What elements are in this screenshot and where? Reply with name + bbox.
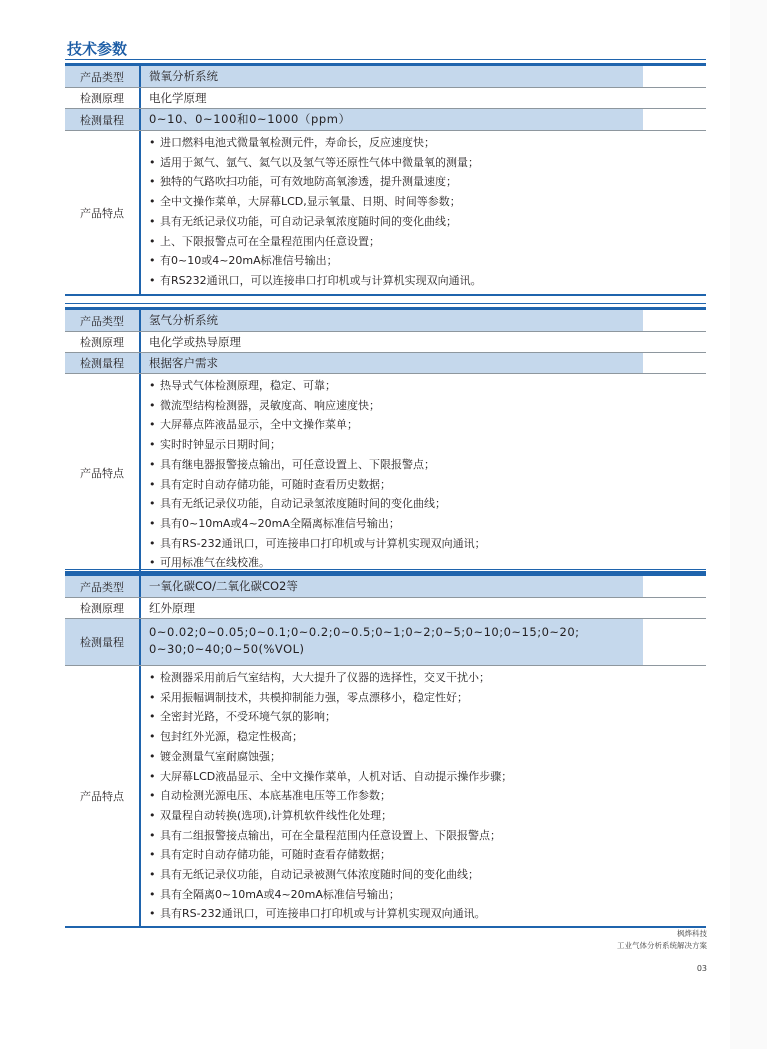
spec-table-hydrogen <box>65 307 706 573</box>
row-label: 检测量程 <box>65 109 139 130</box>
row-value: 一氧化碳CO/二氧化碳CO2等 <box>149 579 298 593</box>
row-features <box>65 374 706 573</box>
row-label: 检测原理 <box>80 602 124 615</box>
list-item: • 上、下限报警点可在全量程范围内任意设置； <box>149 232 706 252</box>
list-item: • 具有无纸记录仪功能，自动记录被测气体浓度随时间的变化曲线； <box>149 865 706 885</box>
row-value: 微氧分析系统 <box>149 69 218 83</box>
row-value: 0~10、0~100和0~1000（ppm） <box>149 112 351 126</box>
list-item: • 具有RS-232通讯口，可连接串口打印机或与计算机实现双向通讯； <box>149 534 706 554</box>
row-label: 检测原理 <box>80 92 124 105</box>
row-label: 检测原理 <box>80 336 124 349</box>
range-line: 0~30;0~40;0~50(%VOL) <box>149 642 305 656</box>
list-item: • 独特的气路吹扫功能，可有效地防高氧渗透，提升测量速度； <box>149 172 706 192</box>
list-item: • 有RS232通讯口，可以连接串口打印机或与计算机实现双向通讯。 <box>149 271 706 291</box>
list-item: • 热导式气体检测原理，稳定、可靠； <box>149 376 706 396</box>
list-item: • 镀金测量气室耐腐蚀强； <box>149 747 706 767</box>
feature-list <box>149 666 706 924</box>
footer-company: 枫烨科技 <box>677 929 707 938</box>
footer-subtitle: 工业气体分析系统解决方案 <box>617 941 707 950</box>
list-item: • 全密封光路，不受环境气氛的影响； <box>149 707 706 727</box>
list-item: • 双量程自动转换(选项),计算机软件线性化处理； <box>149 806 706 826</box>
row-principle <box>65 598 706 619</box>
list-item: • 检测器采用前后气室结构，大大提升了仪器的选择性，交叉干扰小； <box>149 668 706 688</box>
row-product-type <box>65 66 706 88</box>
list-item: • 具有全隔离0~10mA或4~20mA标准信号输出； <box>149 885 706 905</box>
list-item: • 采用振幅调制技术，共模抑制能力强，零点漂移小，稳定性好； <box>149 688 706 708</box>
row-range <box>65 619 706 666</box>
row-label: 检测量程 <box>65 619 139 665</box>
list-item: • 具有定时自动存储功能，可随时查看存储数据； <box>149 845 706 865</box>
row-value: 电化学或热导原理 <box>149 334 241 349</box>
row-label: 产品特点 <box>80 790 124 803</box>
feature-list <box>149 374 706 573</box>
row-product-type <box>65 576 706 598</box>
row-label: 产品特点 <box>80 466 124 480</box>
list-item: • 微流型结构检测器，灵敏度高、响应速度快； <box>149 396 706 416</box>
list-item: • 具有继电器报警接点输出，可任意设置上、下限报警点； <box>149 455 706 475</box>
row-value: 红外原理 <box>149 600 195 615</box>
row-label: 产品特点 <box>80 206 124 220</box>
row-range <box>65 353 706 374</box>
row-label: 检测量程 <box>65 353 139 373</box>
list-item: • 包封红外光源，稳定性极高； <box>149 727 706 747</box>
row-product-type <box>65 310 706 332</box>
range-line: 0~0.02;0~0.05;0~0.1;0~0.2;0~0.5;0~1;0~2;0~5;0~10;0~15;0~20; <box>149 625 580 639</box>
list-item: • 实时时钟显示日期时间； <box>149 435 706 455</box>
list-item: • 适用于氮气、氩气、氦气以及氢气等还原性气体中微量氧的测量； <box>149 153 706 173</box>
row-label: 产品类型 <box>65 66 139 87</box>
list-item: • 大屏幕点阵液晶显示，全中文操作菜单； <box>149 415 706 435</box>
list-item: • 可用标准气在线校准。 <box>149 553 706 573</box>
feature-list <box>149 131 706 291</box>
list-item: • 具有定时自动存储功能，可随时查看历史数据； <box>149 475 706 495</box>
list-item: • 具有0~10mA或4~20mA全隔离标准信号输出； <box>149 514 706 534</box>
footer <box>617 928 707 952</box>
spec-table-micro-oxygen <box>65 63 706 296</box>
list-item: • 全中文操作菜单，大屏幕LCD,显示氧量、日期、时间等参数； <box>149 192 706 212</box>
row-principle <box>65 332 706 353</box>
row-features <box>65 666 706 928</box>
row-principle <box>65 88 706 109</box>
list-item: • 具有无纸记录仪功能，可自动记录氧浓度随时间的变化曲线； <box>149 212 706 232</box>
page-title: 技术参数 <box>67 40 128 58</box>
row-range <box>65 109 706 131</box>
list-item: • 具有RS-232通讯口，可连接串口打印机或与计算机实现双向通讯。 <box>149 904 706 924</box>
list-item: • 具有无纸记录仪功能，自动记录氢浓度随时间的变化曲线； <box>149 494 706 514</box>
list-item: • 大屏幕LCD液晶显示、全中文操作菜单，人机对话、自动提示操作步骤； <box>149 767 706 787</box>
row-label: 产品类型 <box>65 576 139 597</box>
row-value: 根据客户需求 <box>149 355 218 370</box>
list-item: • 自动检测光源电压、本底基准电压等工作参数； <box>149 786 706 806</box>
row-value: 电化学原理 <box>149 90 207 105</box>
row-label: 产品类型 <box>65 310 139 331</box>
list-item: • 进口燃料电池式微量氧检测元件，寿命长，反应速度快； <box>149 133 706 153</box>
page-number: 03 <box>696 964 707 973</box>
row-features <box>65 131 706 296</box>
list-item: • 有0~10或4~20mA标准信号输出； <box>149 251 706 271</box>
spec-table-co-co2 <box>65 573 706 928</box>
row-value: 氢气分析系统 <box>149 313 218 327</box>
page-edge-shade <box>730 0 767 1049</box>
list-item: • 具有二组报警接点输出，可在全量程范围内任意设置上、下限报警点； <box>149 826 706 846</box>
